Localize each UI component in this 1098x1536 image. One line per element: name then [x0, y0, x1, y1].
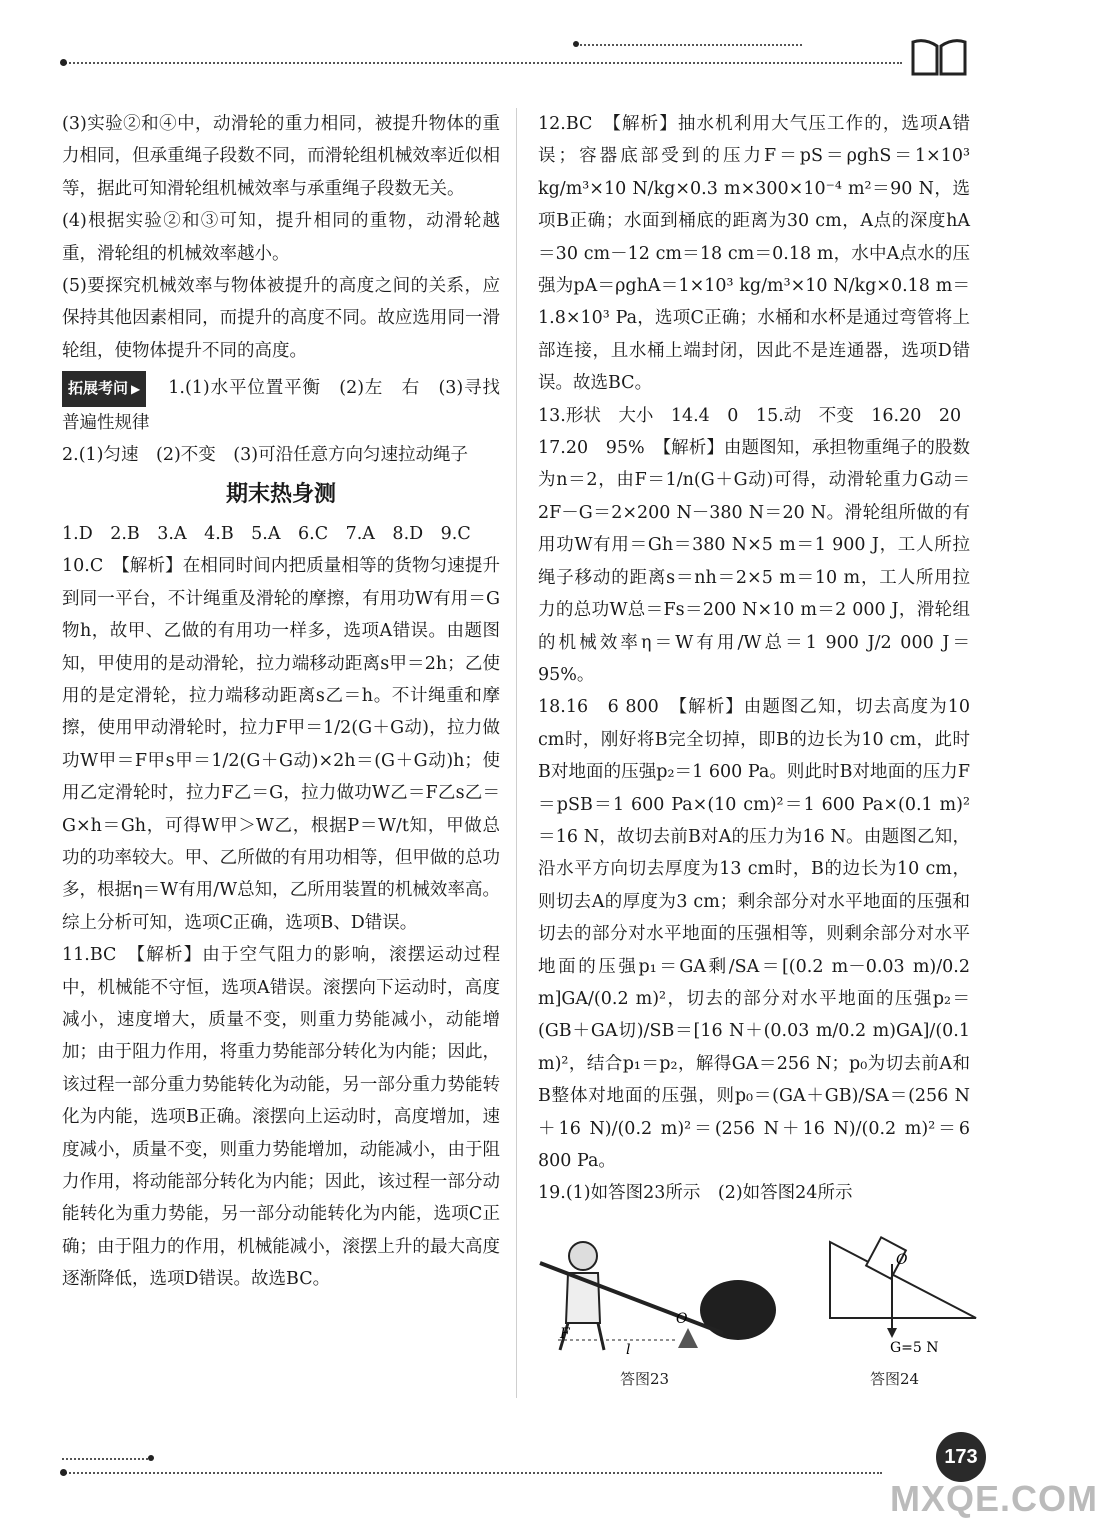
figure-caption: 答图23	[620, 1370, 670, 1388]
weight-label: G=5 N	[890, 1340, 939, 1356]
lever-figure	[538, 1228, 788, 1358]
answer-paragraph: 18.16 6 800 【解析】由题图乙知，切去高度为10 cm时，刚好将B完全切掉，即B的边长为10 cm，此时B对地面的压强p₂＝1 600 Pa。则此时B对地面的压力F＝pSB＝1 600 Pa×(10 cm)²＝1 600 Pa×(0.1 m)²＝16 N，故切去前B对A的压力为16 N。由题图乙知，沿水平方向切去厚度为13 cm时，B的边长为10 cm，则切去A的厚度为3 cm；剩余部分对水平地面的压强和切去的部分对水平地面的压强相等，则剩余部分对水平地面的压强p₁＝GA剩/SA＝[(0.2 m－0.03 m)/0.2 m]GA/(0.2 m)²，切去的部分对水平地面的压强p₂＝(GB＋GA切)/SB＝[16 N＋(0.03 m/0.2 m)GA]/(0.1 m)²，结合p₁＝p₂，解得GA＝256 N；p₀为切去前A和B整体对地面的压强，则p₀＝(GA＋GB)/SA＝(256 N＋16 N)/(0.2 m)²＝(256 N＋16 N)/(0.2 m)²＝6 800 Pa。	[538, 697, 970, 1171]
incline-figure	[826, 1236, 986, 1356]
footer-dot	[60, 1469, 67, 1476]
play-arrow-icon: ▶	[131, 382, 141, 397]
footer-rule-upper	[62, 1458, 148, 1460]
header-rule	[62, 62, 902, 64]
answer-paragraph: 1.D 2.B 3.A 4.B 5.A 6.C 7.A 8.D 9.C	[62, 523, 471, 544]
page-number: 173	[936, 1432, 986, 1482]
column-divider	[516, 108, 517, 1398]
extension-block	[62, 371, 500, 439]
answer-paragraph: 13.形状 大小 14.4 0 15.动 不变 16.20 20	[538, 405, 962, 426]
watermark: MXQE.COM	[890, 1478, 1098, 1519]
footer-dot	[148, 1455, 154, 1461]
answer-paragraph: (5)要探究机械效率与物体被提升的高度之间的关系，应保持其他因素相同，而提升的高度不同。故应选用同一滑轮组，使物体提升不同的高度。	[62, 276, 500, 361]
figure-caption: 答图24	[870, 1370, 920, 1388]
left-column	[62, 108, 500, 1296]
header-dot	[573, 41, 579, 47]
footer-rule	[62, 1472, 882, 1474]
answer-paragraph: (3)实验②和④中，动滑轮的重力相同，被提升物体的重力相同，但承重绳子段数不同，而滑轮组机械效率近似相等，据此可知滑轮组机械效率与承重绳子段数无关。	[62, 114, 500, 199]
arm-label: l	[626, 1342, 631, 1358]
answer-paragraph: 19.(1)如答图23所示 (2)如答图24所示	[538, 1183, 853, 1204]
section-title: 期末热身测	[225, 482, 336, 508]
header-dot	[60, 59, 67, 66]
right-column	[538, 108, 970, 1210]
pivot-label: O	[676, 1311, 688, 1327]
answer-paragraph: (4)根据实验②和③可知，提升相同的重物，动滑轮越重，滑轮组的机械效率越小。	[62, 211, 500, 264]
answer-paragraph: 11.BC 【解析】由于空气阻力的影响，滚摆运动过程中，机械能不守恒，选项A错误。滚摆向下运动时，高度减小，速度增大，质量不变，则重力势能减小，动能增加；由于阻力作用，将重力势能部分转化为内能；因此，该过程一部分重力势能转化为动能，另一部分重力势能转化为内能，选项B正确。滚摆向上运动时，高度增加，速度减小，质量不变，则重力势能增加，动能减小，由于阻力作用，将动能部分转化为内能；因此，该过程一部分动能转化为重力势能，另一部分动能转化为内能，选项C正确；由于阻力的作用，机械能减小，滚摆上升的最大高度逐渐降低，选项D错误。故选BC。	[62, 945, 500, 1290]
extension-tag: 拓展考问 ▶	[62, 371, 146, 406]
force-label: F	[560, 1326, 570, 1342]
extension-answer: 1.(1)水平位置平衡 (2)左 右 (3)寻找普遍性规律	[62, 378, 500, 433]
answer-paragraph: 12.BC 【解析】抽水机利用大气压工作的，选项A错误；容器底部受到的压力F＝pS＝ρghS＝1×10³ kg/m³×10 N/kg×0.3 m×300×10⁻⁴ m²＝90 N，选项B正确；水面到桶底的距离为30 cm，A点的深度hA＝30 cm－12 cm＝18 cm＝0.18 m，水中A点水的压强为pA＝ρghA＝1×10³ kg/m³×10 N/kg×0.18 m＝1.8×10³ Pa，选项C正确；水桶和水杯是通过弯管将上部连接，且水桶上端封闭，因此不是连通器，选项D错误。故选BC。	[538, 114, 970, 394]
answer-paragraph: 17.20 95% 【解析】由题图知，承担物重绳子的股数为n＝2，由F＝1/n(G＋G动)可得，动滑轮重力G动＝2F－G＝2×200 N－380 N＝20 N。滑轮组所做的有用功W有用＝Gh＝380 N×5 m＝1 900 J，工人所拉绳子移动的距离s＝nh＝2×5 m＝10 m，工人所用拉力的总功W总＝Fs＝200 N×10 m＝2 000 J，滑轮组的机械效率η＝W有用/W总＝1 900 J/2 000 J＝95%。	[538, 438, 970, 685]
header-rule-upper	[580, 44, 802, 46]
center-label: O	[896, 1252, 908, 1268]
extension-answer: 2.(1)匀速 (2)不变 (3)可沿任意方向匀速拉动绳子	[62, 445, 469, 466]
figures-area	[538, 1228, 978, 1398]
book-logo-icon	[909, 36, 969, 80]
answer-paragraph: 10.C 【解析】在相同时间内把质量相等的货物匀速提升到同一平台，不计绳重及滑轮的摩擦，有用功W有用＝G物h，故甲、乙做的有用功一样多，选项A错误。由题图知，甲使用的是动滑轮，拉力端移动距离s甲＝2h；乙使用的是定滑轮，拉力端移动距离s乙＝h。不计绳重和摩擦，使用甲动滑轮时，拉力F甲＝1/2(G＋G动)，拉力做功W甲＝F甲s甲＝1/2(G＋G动)×2h＝(G＋G动)h；使用乙定滑轮时，拉力F乙＝G，拉力做功W乙＝F乙s乙＝G×h＝Gh，可得W甲＞W乙，根据P＝W/t知，甲做总功的功率较大。甲、乙所做的有用功相等，但甲做的总功多，根据η＝W有用/W总知，乙所用装置的机械效率高。综上分析可知，选项C正确，选项B、D错误。	[62, 556, 500, 933]
